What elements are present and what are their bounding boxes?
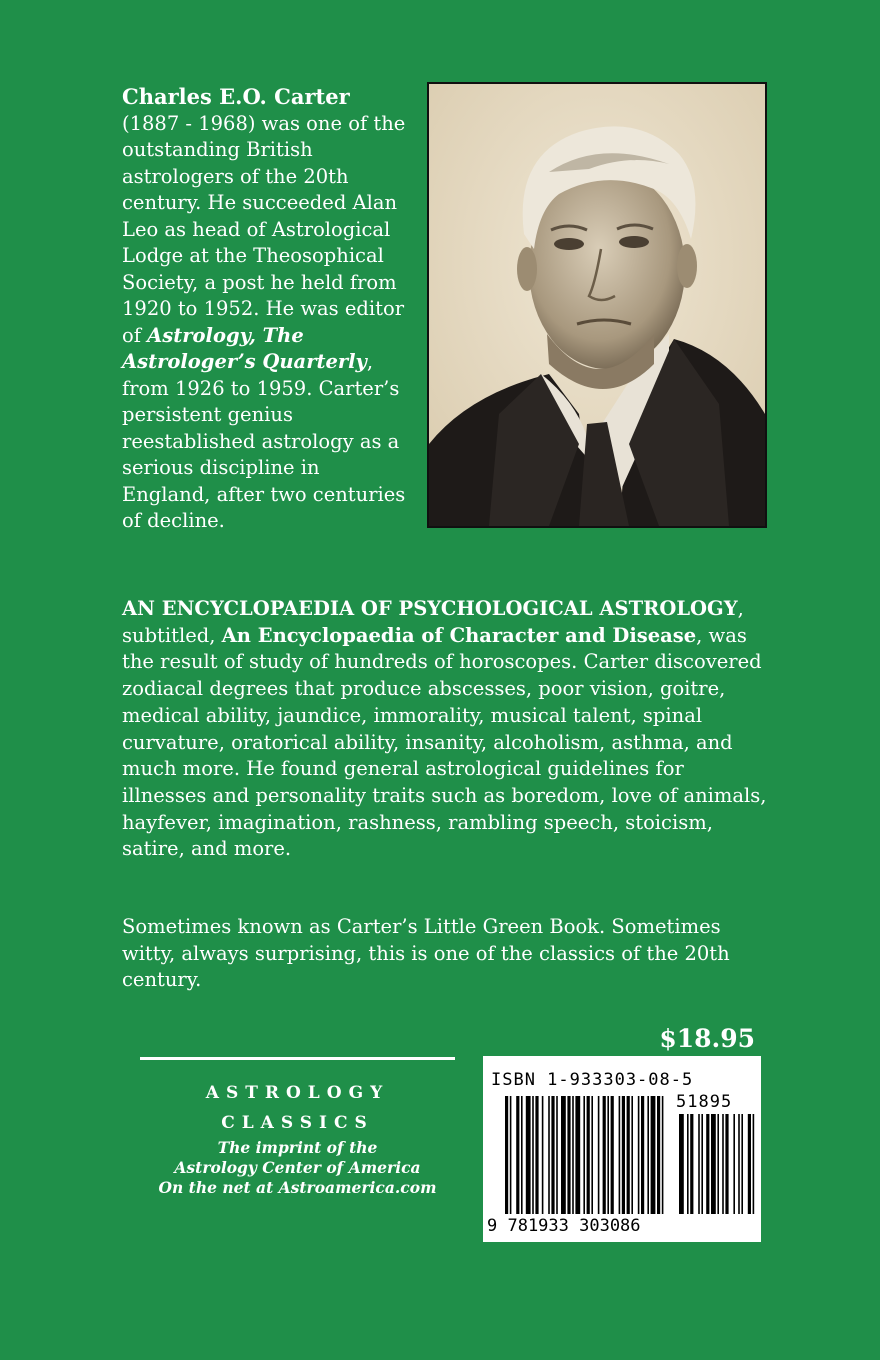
imprint-tag-1: The imprint of the <box>217 1138 378 1157</box>
imprint-line-1: ASTROLOGY <box>205 1083 390 1103</box>
price-label: $18.95 <box>659 1024 755 1053</box>
divider-line <box>140 1057 455 1060</box>
description-text-2: , was the result of study of hundreds of horoscopes. Carter discovered zodiacal degrees that produce abscesses, poor vision, goitre, medical ability, jaundice, immorality, musical talent, spinal curvature, oratorical ability, insanity, alcoholism, asthma, and much more. He found general astrological guidelines for illnesses and personality traits such as boredom, love of animals, hayfever, imagination, rashness, rambling speech, stoicism, satire, and more. <box>122 623 767 861</box>
addon-number: 51895 <box>676 1092 733 1112</box>
isbn-text: ISBN 1-933303-08-5 <box>491 1070 694 1090</box>
book-title: AN ENCYCLOPAEDIA OF PSYCHOLOGICAL ASTROLOGY <box>122 597 738 620</box>
journal-title: Astrology, The Astrologer’s Quarterly <box>122 323 367 373</box>
ean-number: 9 781933 303086 <box>487 1216 641 1236</box>
closing-paragraph: Sometimes known as Carter’s Little Green Book. Sometimes witty, always surprising, this is one of the classics of the 20th century. <box>122 915 730 992</box>
imprint-tag-2: Astrology Center of America <box>174 1158 421 1177</box>
bio-text-1: (1887 - 1968) was one of the outstanding British astrologers of the 20th century. He succeeded Alan Leo as head of Astrological Lodge at the Theosophical Society, a post he held from 1920 to 1952. He was editor of <box>122 111 406 347</box>
author-name: Charles E.O. Carter <box>122 84 350 109</box>
author-portrait <box>427 82 767 528</box>
description-text-1: , subtitled, <box>122 597 744 647</box>
publisher-imprint <box>140 1078 455 1198</box>
book-subtitle: An Encyclopaedia of Character and Disease <box>221 623 697 647</box>
isbn-barcode <box>483 1056 761 1242</box>
imprint-line-2: CLASSICS <box>221 1113 374 1133</box>
bio-text-2: , from 1926 to 1959. Carter’s persistent genius reestablished astrology as a serious discipline in England, after two centuries of decline. <box>122 350 406 532</box>
book-description <box>122 596 772 863</box>
author-bio <box>122 84 412 535</box>
imprint-tag-3: On the net at Astroamerica.com <box>158 1178 437 1197</box>
